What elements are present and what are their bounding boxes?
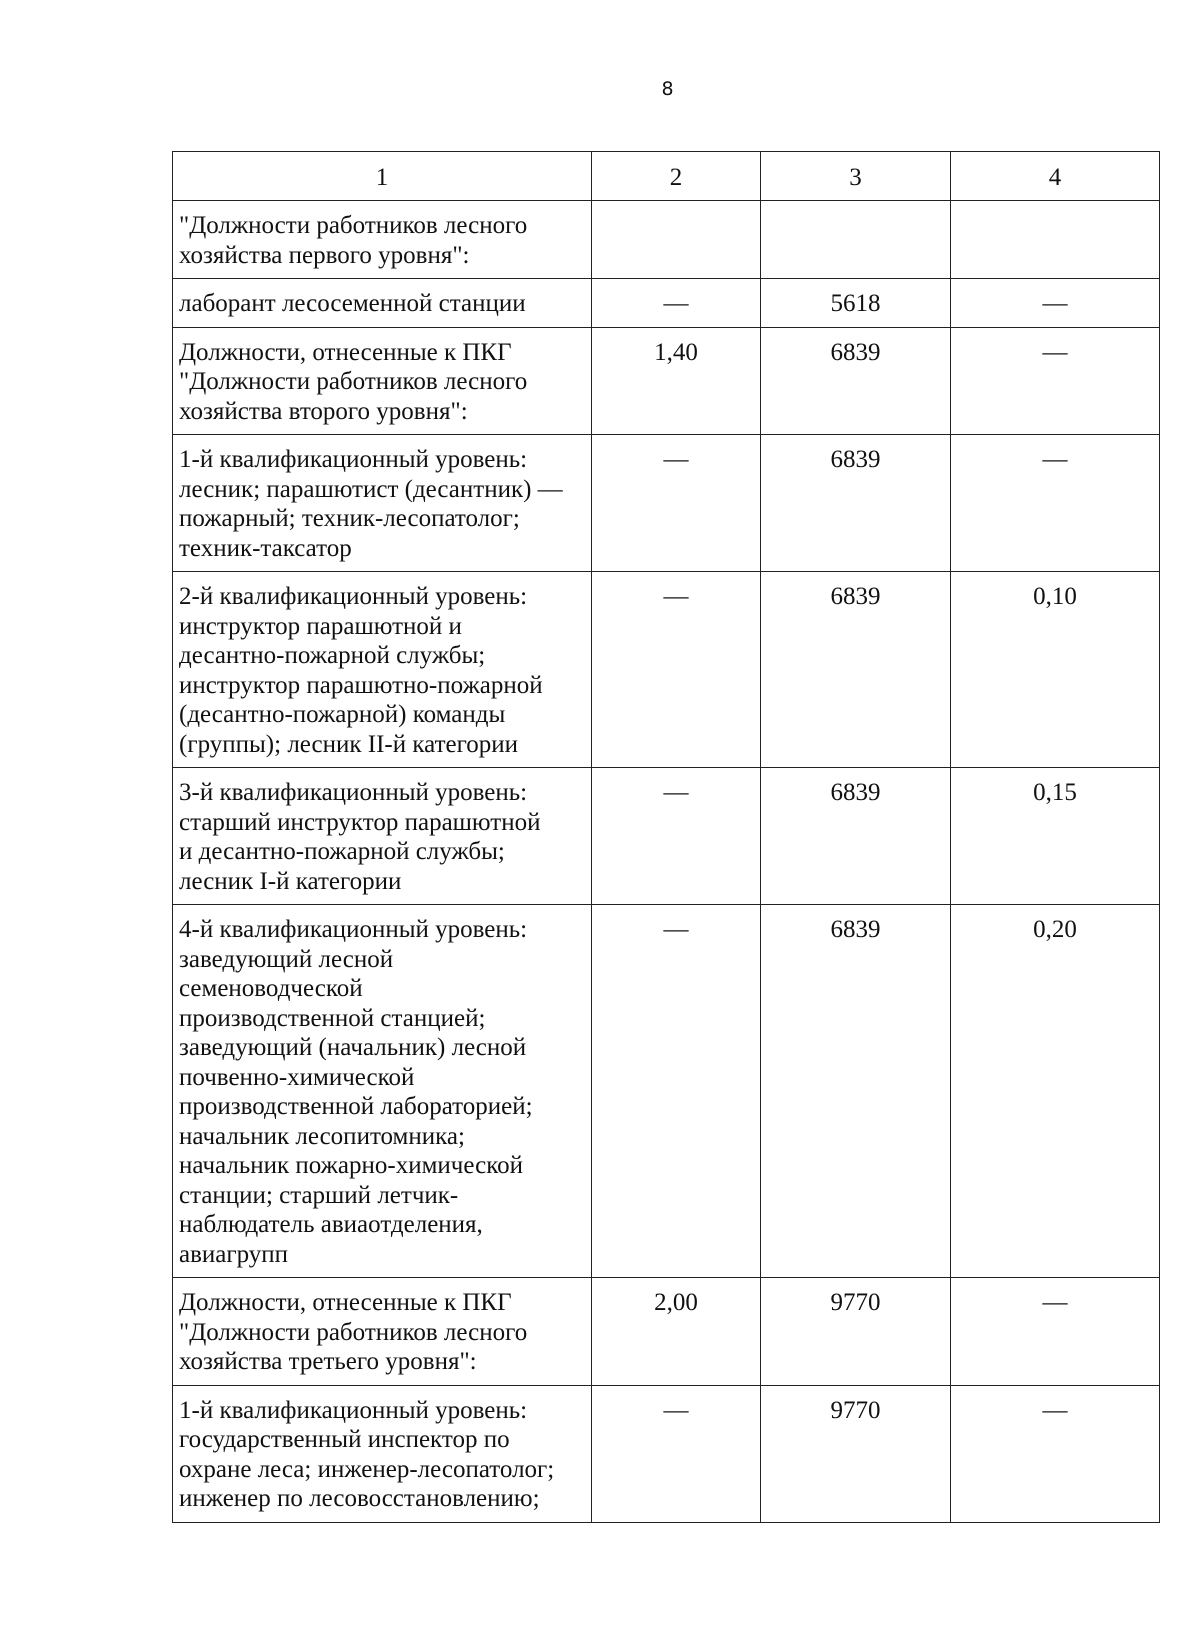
coefficient-cell: — [592, 279, 761, 328]
table-header-row [173, 152, 1160, 201]
increase-coefficient-cell: — [951, 1385, 1160, 1522]
position-name-cell: лаборант лесосеменной станции [173, 279, 592, 328]
table-row [173, 1385, 1160, 1522]
position-name-cell: Должности, отнесенные к ПКГ "Должности работников лесного хозяйства второго уровня": [173, 327, 592, 435]
column-header-2: 2 [592, 152, 761, 201]
salary-cell: 6839 [761, 768, 951, 905]
salary-cell: 5618 [761, 279, 951, 328]
increase-coefficient-cell [951, 201, 1160, 279]
salary-cell: 6839 [761, 435, 951, 572]
table-row [173, 572, 1160, 768]
page-number: 8 [661, 78, 674, 100]
coefficient-cell: — [592, 905, 761, 1278]
salary-cell: 6839 [761, 572, 951, 768]
table-row [173, 435, 1160, 572]
increase-coefficient-cell: — [951, 1278, 1160, 1386]
rates-table [172, 151, 1160, 1523]
increase-coefficient-cell: — [951, 279, 1160, 328]
table-row [173, 905, 1160, 1278]
coefficient-cell: — [592, 768, 761, 905]
salary-cell [761, 201, 951, 279]
increase-coefficient-cell: 0,20 [951, 905, 1160, 1278]
increase-coefficient-cell: — [951, 327, 1160, 435]
coefficient-cell: 1,40 [592, 327, 761, 435]
column-header-4: 4 [951, 152, 1160, 201]
coefficient-cell: — [592, 572, 761, 768]
table-row [173, 327, 1160, 435]
position-name-cell: "Должности работников лесного хозяйства первого уровня": [173, 201, 592, 279]
coefficient-cell: — [592, 435, 761, 572]
table-row [173, 1278, 1160, 1386]
table-row [173, 279, 1160, 328]
position-name-cell: 2-й квалификационный уровень: инструктор парашютной и десантно-пожарной службы; инструктор парашютно-пожарной (десантно-пожарной) команды (группы); лесник II-й категории [173, 572, 592, 768]
salary-cell: 9770 [761, 1385, 951, 1522]
increase-coefficient-cell: — [951, 435, 1160, 572]
salary-cell: 6839 [761, 905, 951, 1278]
column-header-1: 1 [173, 152, 592, 201]
position-name-cell: 1-й квалификационный уровень: государственный инспектор по охране леса; инженер-лесопатолог; инженер по лесовосстановлению; [173, 1385, 592, 1522]
increase-coefficient-cell: 0,10 [951, 572, 1160, 768]
column-header-3: 3 [761, 152, 951, 201]
coefficient-cell: — [592, 1385, 761, 1522]
position-name-cell: Должности, отнесенные к ПКГ "Должности работников лесного хозяйства третьего уровня": [173, 1278, 592, 1386]
coefficient-cell [592, 201, 761, 279]
salary-cell: 9770 [761, 1278, 951, 1386]
increase-coefficient-cell: 0,15 [951, 768, 1160, 905]
position-name-cell: 1-й квалификационный уровень: лесник; парашютист (десантник) — пожарный; техник-лесопатолог; техник-таксатор [173, 435, 592, 572]
table-row [173, 201, 1160, 279]
table-row [173, 768, 1160, 905]
position-name-cell: 4-й квалификационный уровень: заведующий лесной семеноводческой производственной станцией; заведующий (начальник) лесной почвенно-химической производственной лабораторией; начальник лесопитомника; начальник пожарно-химической станции; старший летчик- наблюдатель авиаотделения, авиагрупп [173, 905, 592, 1278]
salary-cell: 6839 [761, 327, 951, 435]
coefficient-cell: 2,00 [592, 1278, 761, 1386]
position-name-cell: 3-й квалификационный уровень: старший инструктор парашютной и десантно-пожарной службы; лесник I-й категории [173, 768, 592, 905]
